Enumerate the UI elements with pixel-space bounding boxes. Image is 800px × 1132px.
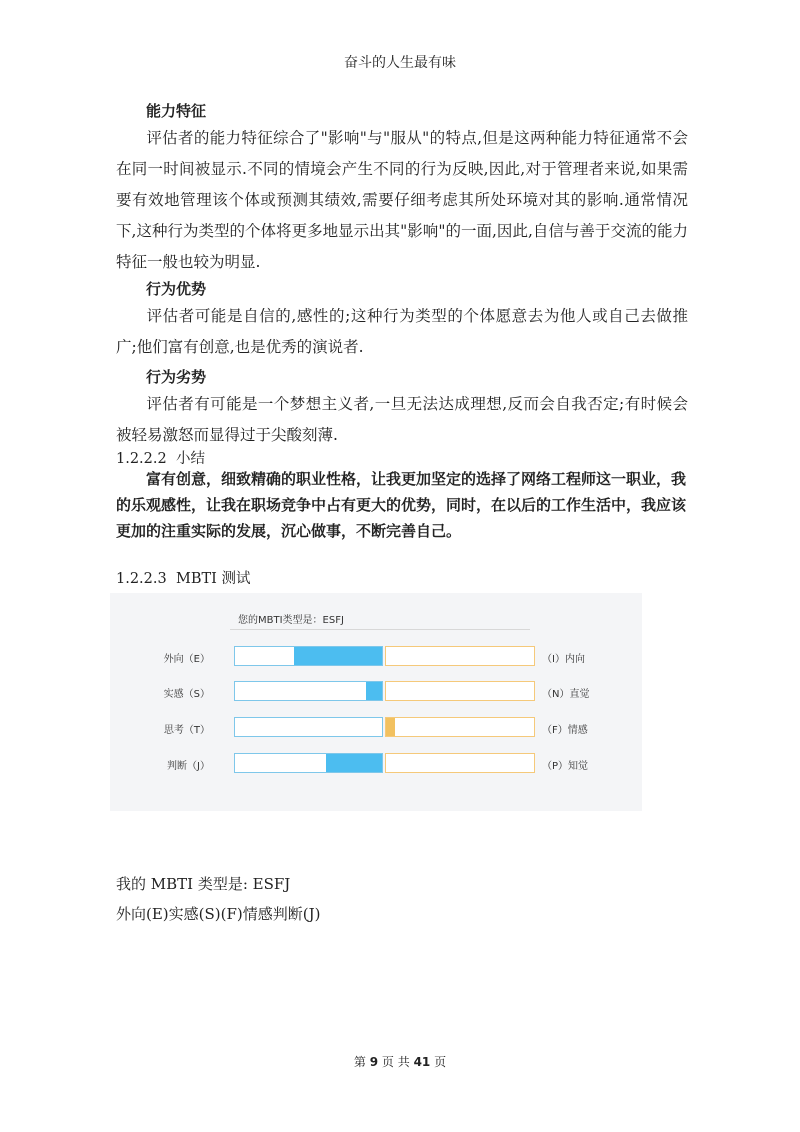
row-left-label: 思考（T） <box>163 725 210 736</box>
page-footer <box>0 1053 800 1070</box>
footer-prefix: 第 <box>353 1055 366 1069</box>
footer-middle: 页 共 <box>381 1055 410 1069</box>
left-bar <box>294 647 382 665</box>
row-right-label: （N）直觉 <box>542 689 590 700</box>
heading-ability: 能力特征 <box>146 102 207 120</box>
left-scale <box>234 717 383 737</box>
paragraph-weaknesses-text: 评估者有可能是一个梦想主义者,一旦无法达成理想,反而会自我否定;有时候会被轻易激怒而显得过于尖酸刻薄. <box>116 395 688 444</box>
heading-weaknesses: 行为劣势 <box>146 368 207 386</box>
paragraph-summary <box>116 466 688 544</box>
section-summary-heading <box>116 447 205 468</box>
paragraph-summary-text: 富有创意，细致精确的职业性格，让我更加坚定的选择了网络工程师这一职业，我的乐观感性，让我在职场竞争中占有更大的优势，同时，在以后的工作生活中，我应该更加的注重实际的发展，沉心做事，不断完善自己。 <box>116 470 687 540</box>
section-number: 1.2.2.2 <box>116 451 167 467</box>
page-header: 奋斗的人生最有味 <box>344 55 456 71</box>
row-left-label: 外向（E） <box>163 654 210 665</box>
section-mbti-heading <box>116 567 251 588</box>
right-bar <box>386 718 395 736</box>
heading-strengths: 行为优势 <box>146 280 207 298</box>
footer-page-number: 9 <box>369 1055 379 1069</box>
left-scale <box>234 753 383 773</box>
section-title: 小结 <box>176 451 205 467</box>
paragraph-weaknesses <box>116 389 688 451</box>
row-left-label: 判断（J） <box>167 761 210 772</box>
mbti-figure <box>110 593 642 811</box>
right-scale <box>385 646 535 666</box>
footer-total-pages: 41 <box>413 1055 431 1069</box>
result-line-1: 我的 MBTI 类型是: ESFJ <box>116 875 291 893</box>
left-bar <box>326 754 382 772</box>
paragraph-ability <box>116 123 688 278</box>
left-scale <box>234 646 383 666</box>
row-left-label: 实感（S） <box>163 689 210 700</box>
left-scale <box>234 681 383 701</box>
paragraph-strengths-text: 评估者可能是自信的,感性的;这种行为类型的个体愿意去为他人或自己去做推广;他们富有创意,也是优秀的演说者. <box>116 307 688 356</box>
left-bar <box>366 682 382 700</box>
right-scale <box>385 681 535 701</box>
row-right-label: （F）情感 <box>542 725 588 736</box>
figure-title: 您的MBTI类型是：ESFJ <box>238 615 344 626</box>
row-right-label: （P）知觉 <box>542 761 589 772</box>
right-scale <box>385 753 535 773</box>
result-line-2: 外向(E)实感(S)(F)情感判断(J) <box>116 905 321 923</box>
figure-divider <box>230 629 530 630</box>
paragraph-strengths <box>116 301 688 363</box>
right-scale <box>385 717 535 737</box>
row-right-label: （I）内向 <box>542 654 585 665</box>
footer-suffix: 页 <box>434 1055 447 1069</box>
section-number: 1.2.2.3 <box>116 571 167 587</box>
paragraph-ability-text: 评估者的能力特征综合了"影响"与"服从"的特点,但是这两种能力特征通常不会在同一时间被显示.不同的情境会产生不同的行为反映,因此,对于管理者来说,如果需要有效地管理该个体或预测其绩效,需要仔细考虑其所处环境对其的影响.通常情况下,这种行为类型的个体将更多地显示出其"影响"的一面,因此,自信与善于交流的能力特征一般也较为明显. <box>116 129 688 271</box>
section-title: MBTI 测试 <box>176 571 251 587</box>
